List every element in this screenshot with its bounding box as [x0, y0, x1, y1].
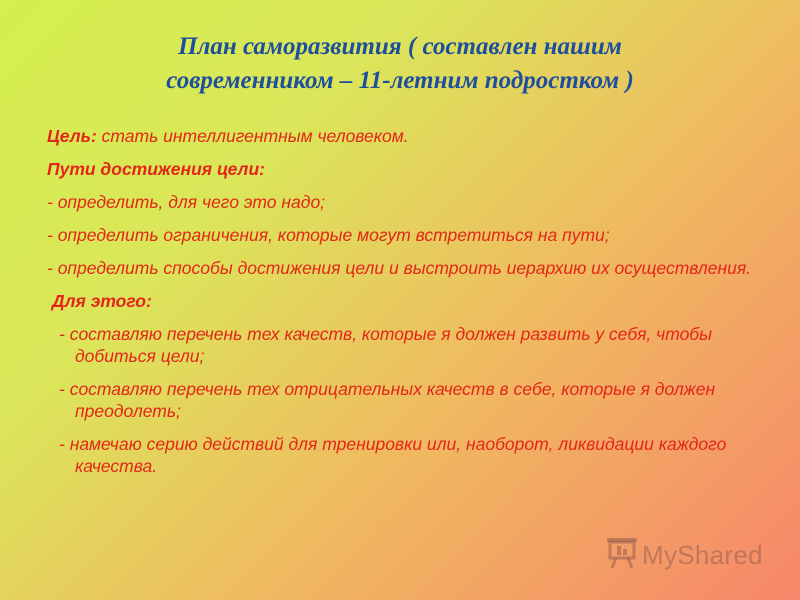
goal-text: стать интеллигентным человеком. [96, 126, 409, 146]
watermark-text: MyShared [642, 539, 763, 570]
title-line-2: современником – 11-летним подростком ) [166, 67, 634, 94]
presentation-board-icon [606, 536, 638, 575]
step-item: - составляю перечень тех отрицательных качеств в себе, которые я должен преодолеть; [59, 379, 716, 421]
slide-title [40, 30, 760, 98]
steps-list [47, 323, 767, 477]
for-this-heading: Для этого: [52, 291, 152, 311]
goal-line [47, 125, 767, 147]
step-item: - составляю перечень тех качеств, которые я должен развить у себя, чтобы добиться цели; [59, 324, 713, 366]
way-item: - определить, для чего это надо; [47, 192, 326, 212]
slide-body [47, 125, 767, 477]
goal-label: Цель: [47, 126, 97, 146]
way-item: - определить ограничения, которые могут встретиться на пути; [47, 225, 610, 245]
ways-heading: Пути достижения цели: [47, 159, 265, 179]
way-item: - определить способы достижения цели и выстроить иерархию их осуществления. [47, 258, 752, 278]
watermark [606, 537, 763, 573]
step-item: - намечаю серию действий для тренировки или, наоборот, ликвидации каждого качества. [59, 434, 727, 476]
title-line-1: План саморазвития ( составлен нашим [178, 33, 622, 60]
